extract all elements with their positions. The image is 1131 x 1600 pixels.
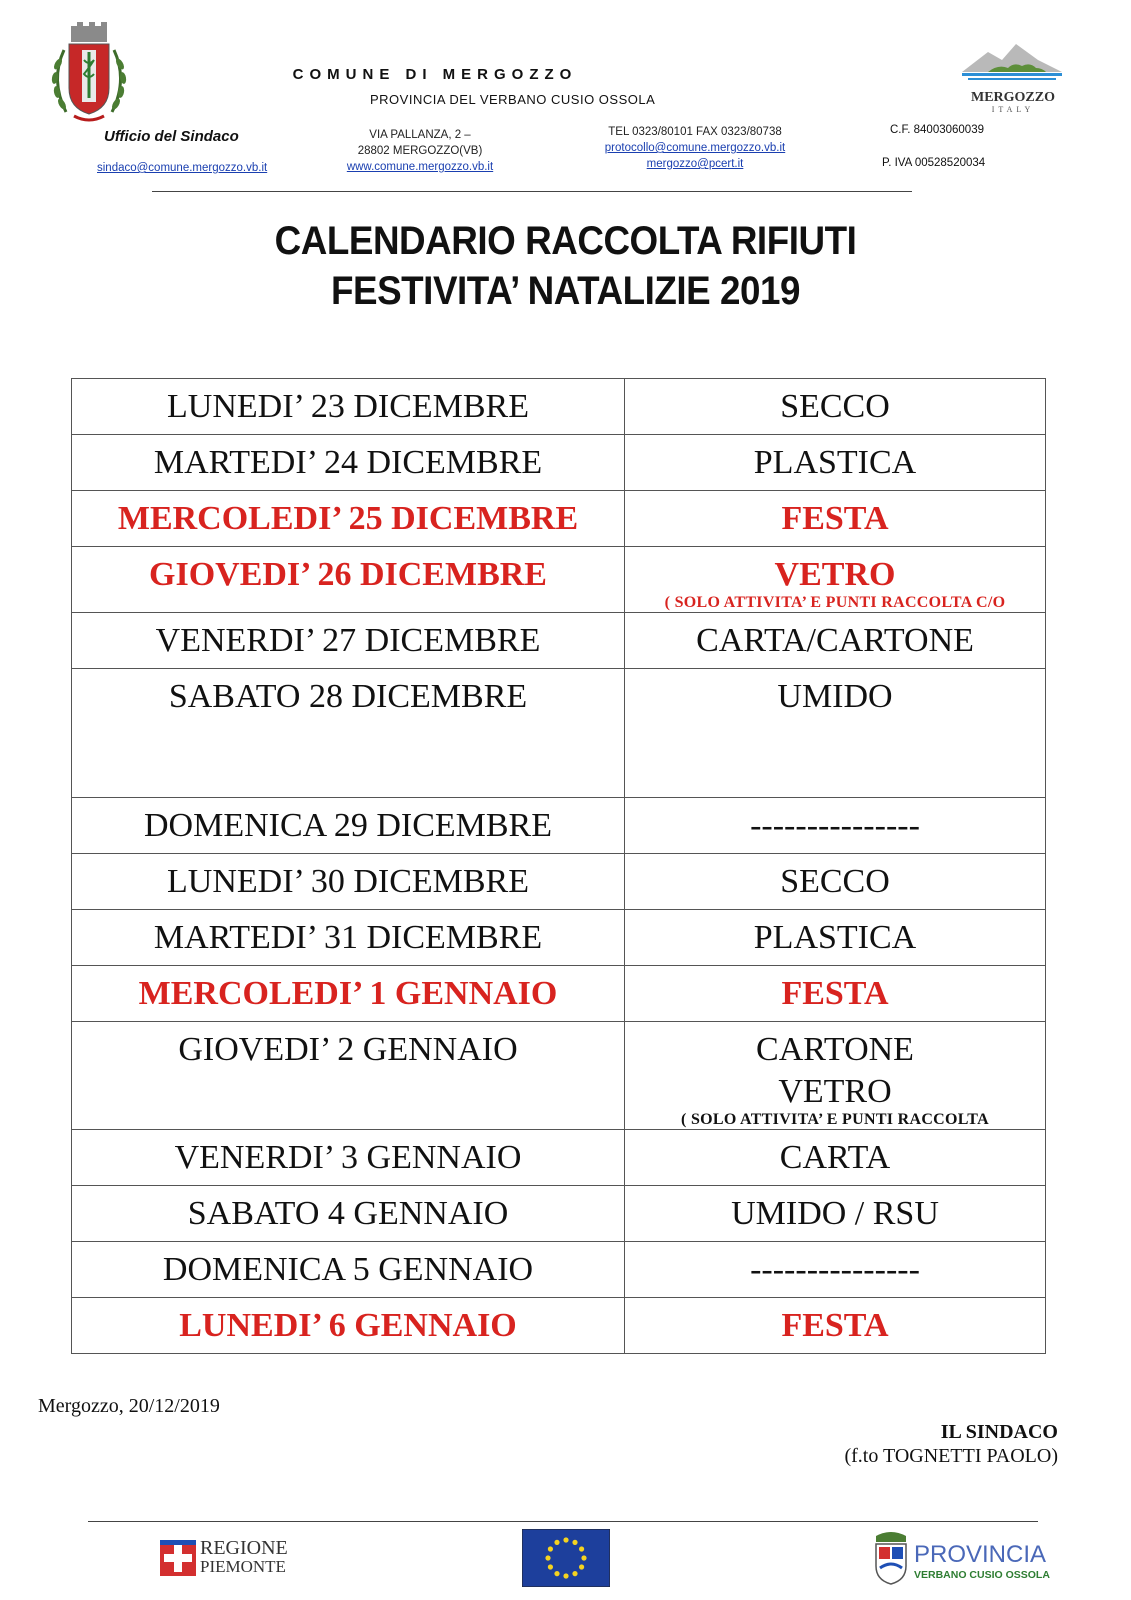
signer-name: (f.to TOGNETTI PAOLO)	[844, 1445, 1058, 1467]
municipality-coat-of-arms	[44, 20, 134, 130]
collection-cell	[625, 1022, 1046, 1130]
collection-cell	[625, 547, 1046, 613]
day-cell: MERCOLEDI’ 25 DICEMBRE	[72, 491, 625, 547]
collection-cell: CARTA/CARTONE	[625, 613, 1046, 669]
eu-flag	[522, 1529, 610, 1587]
address-line1: VIA PALLANZA, 2 –	[369, 129, 471, 141]
calendar-row-holiday	[72, 966, 1046, 1022]
mayor-email-link[interactable]: sindaco@comune.mergozzo.vb.it	[97, 162, 268, 174]
place-and-date: Mergozzo, 20/12/2019	[38, 1395, 220, 1417]
collection-note: ( SOLO ATTIVITA’ E PUNTI RACCOLTA C/O	[664, 594, 1006, 611]
address-line2: 28802 MERGOZZO(VB)	[357, 145, 483, 157]
collection-cell: CARTA	[625, 1130, 1046, 1186]
collection-note: ( SOLO ATTIVITA’ E PUNTI RACCOLTA	[681, 1111, 989, 1128]
website-link[interactable]: www.comune.mergozzo.vb.it	[346, 161, 494, 173]
calendar-row	[72, 613, 1046, 669]
day-cell: LUNEDI’ 30 DICEMBRE	[72, 854, 625, 910]
page-title-line1: CALENDARIO RACCOLTA RIFIUTI	[274, 219, 857, 263]
collection-cell: SECCO	[625, 379, 1046, 435]
day-cell: GIOVEDI’ 26 DICEMBRE	[72, 547, 625, 613]
collection-label-2: VETRO	[778, 1073, 892, 1110]
phone-block	[570, 124, 820, 172]
provincia-crest-icon	[870, 1530, 912, 1586]
calendar-row-holiday	[72, 491, 1046, 547]
day-cell: LUNEDI’ 23 DICEMBRE	[72, 379, 625, 435]
header-divider	[152, 191, 912, 192]
day-cell: MERCOLEDI’ 1 GENNAIO	[72, 966, 625, 1022]
calendar-row	[72, 1022, 1046, 1130]
collection-cell: FESTA	[625, 1298, 1046, 1354]
calendar-row	[72, 854, 1046, 910]
collection-cell: ---------------	[625, 798, 1046, 854]
tax-code: C.F. 84003060039	[890, 124, 984, 136]
provincia-line1: PROVINCIA	[914, 1541, 1047, 1568]
collection-cell: ---------------	[625, 1242, 1046, 1298]
calendar-row	[72, 1186, 1046, 1242]
address-block	[330, 127, 510, 175]
mountain-lake-icon	[958, 38, 1068, 84]
calendar-row	[72, 379, 1046, 435]
collection-cell: SECCO	[625, 854, 1046, 910]
office-name: Ufficio del Sindaco	[104, 128, 239, 145]
day-cell: GIOVEDI’ 2 GENNAIO	[72, 1022, 625, 1130]
region-line1: REGIONE	[200, 1537, 288, 1559]
footer-divider	[88, 1521, 1038, 1522]
collection-cell: FESTA	[625, 966, 1046, 1022]
collection-cell: PLASTICA	[625, 435, 1046, 491]
day-cell: VENERDI’ 27 DICEMBRE	[72, 613, 625, 669]
calendar-row	[72, 435, 1046, 491]
page-title-line2: FESTIVITA’ NATALIZIE 2019	[330, 269, 801, 313]
calendar-row	[72, 798, 1046, 854]
region-line2: PIEMONTE	[200, 1557, 286, 1576]
logo-name: MERGOZZO	[970, 90, 1055, 105]
regione-piemonte-logo	[160, 1538, 300, 1580]
calendar-row	[72, 1242, 1046, 1298]
day-cell: SABATO 28 DICEMBRE	[72, 669, 625, 798]
calendar-row	[72, 1130, 1046, 1186]
provincia-logo	[870, 1530, 1050, 1590]
collection-label: VETRO	[774, 556, 896, 593]
collection-cell: PLASTICA	[625, 910, 1046, 966]
pec-email-link[interactable]: mergozzo@pcert.it	[646, 158, 744, 170]
eu-stars-icon	[522, 1529, 610, 1587]
logo-sub: ITALY	[991, 105, 1035, 114]
municipality-name: COMUNE DI MERGOZZO	[292, 66, 578, 83]
day-cell: DOMENICA 5 GENNAIO	[72, 1242, 625, 1298]
vat-number: P. IVA 00528520034	[882, 157, 986, 169]
provincia-line2: VERBANO CUSIO OSSOLA	[914, 1569, 1050, 1581]
mergozzo-logo	[958, 38, 1068, 118]
signer-title: IL SINDACO	[940, 1421, 1058, 1443]
calendar-row-holiday	[72, 547, 1046, 613]
collection-calendar-table	[71, 378, 1046, 1354]
calendar-row-holiday	[72, 1298, 1046, 1354]
day-cell: MARTEDI’ 24 DICEMBRE	[72, 435, 625, 491]
calendar-row	[72, 669, 1046, 798]
day-cell: MARTEDI’ 31 DICEMBRE	[72, 910, 625, 966]
day-cell: LUNEDI’ 6 GENNAIO	[72, 1298, 625, 1354]
protocol-email-link[interactable]: protocollo@comune.mergozzo.vb.it	[604, 142, 786, 154]
piemonte-flag-icon	[160, 1540, 196, 1576]
collection-label: CARTONE	[756, 1031, 914, 1068]
province-name: PROVINCIA DEL VERBANO CUSIO OSSOLA	[370, 92, 656, 107]
day-cell: VENERDI’ 3 GENNAIO	[72, 1130, 625, 1186]
day-cell: DOMENICA 29 DICEMBRE	[72, 798, 625, 854]
phone-fax: TEL 0323/80101 FAX 0323/80738	[608, 126, 782, 138]
calendar-row	[72, 910, 1046, 966]
collection-cell: FESTA	[625, 491, 1046, 547]
collection-cell: UMIDO	[625, 669, 1046, 798]
collection-cell: UMIDO / RSU	[625, 1186, 1046, 1242]
day-cell: SABATO 4 GENNAIO	[72, 1186, 625, 1242]
